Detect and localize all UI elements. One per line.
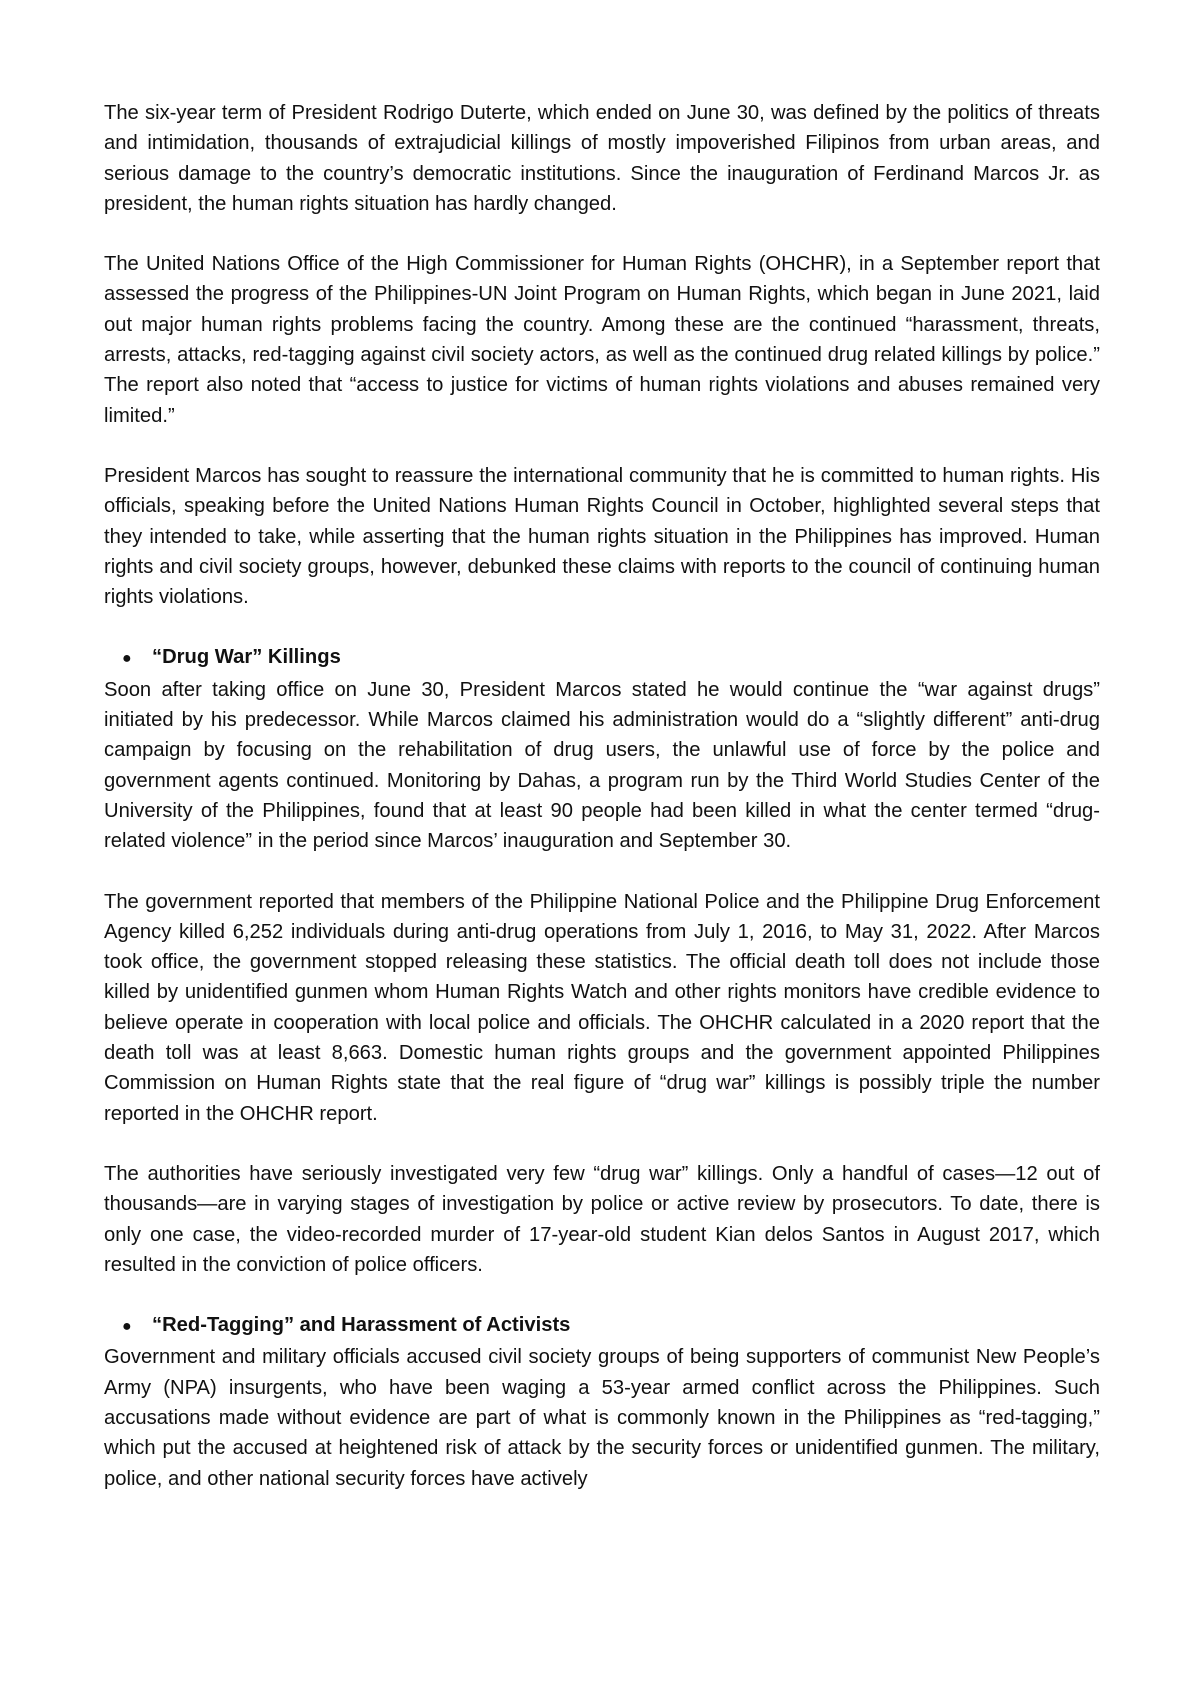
section-heading-text: “Red-Tagging” and Harassment of Activists: [152, 1314, 571, 1337]
drug-war-paragraph-2: The government reported that members of the Philippine National Police and the Philippine Drug Enforcement Agency killed 6,252 individuals during anti-drug operations from July 1, 2016, to May 31, 2022. After Marcos took office, the government stopped releasing these statistics. The official death toll does not include those killed by unidentified gunmen whom Human Rights Watch and other rights monitors have credible evidence to believe operate in cooperation with local police and officials. The OHCHR calculated in a 2020 report that the death toll was at least 8,663. Domestic human rights groups and the government appointed Philippines Commission on Human Rights state that the real figure of “drug war” killings is possibly triple the number reported in the OHCHR report.: [104, 890, 1100, 1125]
drug-war-paragraph-1: Soon after taking office on June 30, President Marcos stated he would continue the “war against drugs” initiated by his predecessor. While Marcos claimed his administration would do a “slightly different” anti-drug campaign by focusing on the rehabilitation of drug users, the unlawful use of force by the police and government agents continued. Monitoring by Dahas, a program run by the Third World Studies Center of the University of the Philippines, found that at least 90 people had been killed in what the center termed “drug-related violence” in the period since Marcos’ inauguration and September 30.: [104, 678, 1100, 853]
bullet-icon: ●: [122, 1318, 132, 1336]
bullet-icon: ●: [122, 650, 132, 668]
section-heading-drug-war: [104, 642, 1100, 674]
drug-war-paragraph-3: The authorities have seriously investigated very few “drug war” killings. Only a handful of cases—12 out of thousands—are in varying stages of investigation by police or active review by prosecutors. To date, there is only one case, the video-recorded murder of 17-year-old student Kian delos Santos in August 2017, which resulted in the conviction of police officers.: [104, 1162, 1100, 1276]
intro-paragraph-2: The United Nations Office of the High Commissioner for Human Rights (OHCHR), in a September report that assessed the progress of the Philippines-UN Joint Program on Human Rights, which began in June 2021, laid out major human rights problems facing the country. Among these are the continued “harassment, threats, arrests, attacks, red-tagging against civil society actors, as well as the continued drug related killings by police.” The report also noted that “access to justice for victims of human rights violations and abuses remained very limited.”: [104, 253, 1100, 427]
intro-paragraph-1: The six-year term of President Rodrigo Duterte, which ended on June 30, was defined by the politics of threats and intimidation, thousands of extrajudicial killings of mostly impoverished Filipinos from urban areas, and serious damage to the country’s democratic institutions. Since the inauguration of Ferdinand Marcos Jr. as president, the human rights situation has hardly changed.: [104, 102, 1100, 215]
red-tagging-paragraph-1: Government and military officials accused civil society groups of being supporters of communist New People’s Army (NPA) insurgents, who have been waging a 53-year armed conflict across the Philippines. Such accusations made without evidence are part of what is commonly known in the Philippines as “red-tagging,” which put the accused at heightened risk of attack by the security forces or unidentified gunmen. The military, police, and other national security forces have actively: [104, 1346, 1100, 1490]
document-page: [104, 98, 1100, 1494]
intro-paragraph-3: President Marcos has sought to reassure the international community that he is committed to human rights. His officials, speaking before the United Nations Human Rights Council in October, highlighted several steps that they intended to take, while asserting that the human rights situation in the Philippines has improved. Human rights and civil society groups, however, debunked these claims with reports to the council of continuing human rights violations.: [104, 464, 1100, 609]
section-heading-red-tagging: [104, 1310, 1100, 1342]
section-heading-text: “Drug War” Killings: [152, 646, 341, 669]
